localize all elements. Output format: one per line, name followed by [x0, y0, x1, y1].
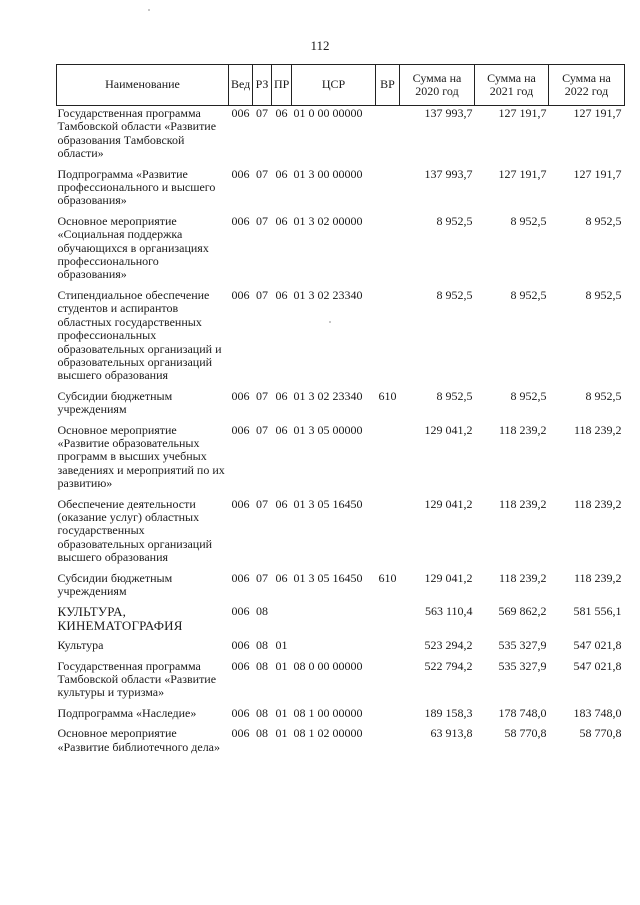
row-sum-2022: 127 191,7	[573, 166, 622, 181]
row-pr: 06	[275, 496, 288, 511]
row-sum-2020: 522 794,2	[424, 658, 473, 673]
row-sum-2021: 118 239,2	[498, 570, 547, 585]
row-ved: 006	[231, 658, 250, 673]
row-name: Основное мероприятие «Социальная поддержка обучающихся в организациях профессионального образования»	[57, 213, 209, 282]
row-name: Государственная программа Тамбовской области «Развитие образования Тамбовской области»	[57, 106, 217, 161]
row-sum-2022: 118 239,2	[573, 496, 622, 511]
row-pr: 01	[275, 658, 288, 673]
table-row	[57, 604, 625, 638]
row-csr: 08 0 00 00000	[293, 658, 363, 673]
header-sum-2020: Сумма на 2020 год	[400, 65, 475, 106]
row-sum-2021: 178 748,0	[498, 705, 547, 720]
row-csr: 08 1 00 00000	[293, 705, 363, 720]
table-row	[57, 659, 625, 706]
row-ved: 006	[231, 213, 250, 228]
row-pr	[272, 604, 292, 638]
row-name: Основное мероприятие «Развитие образовательных программ в высших учебных заведениях и мероприятий по их развитию»	[57, 422, 225, 491]
row-vr	[376, 706, 400, 726]
row-name: Стипендиальное обеспечение студентов и аспирантов областных государственных профессиональных образовательных организаций и образовательных организаций высшего образования	[57, 287, 222, 383]
row-rz: 08	[256, 638, 268, 653]
row-csr: 01 3 02 23340	[293, 388, 363, 403]
row-sum-2022: 118 239,2	[573, 570, 622, 585]
header-ved: Вед	[229, 65, 253, 106]
row-sum-2022: 8 952,5	[585, 388, 622, 403]
row-name: Субсидии бюджетным учреждениям	[57, 570, 173, 598]
row-sum-2021: 8 952,5	[510, 287, 547, 302]
row-ved: 006	[231, 422, 250, 437]
row-sum-2020: 8 952,5	[436, 287, 473, 302]
row-rz: 07	[256, 422, 268, 437]
table-header-row	[57, 65, 625, 106]
row-csr: 08 1 02 00000	[293, 726, 363, 741]
row-sum-2020: 8 952,5	[436, 388, 473, 403]
header-rz: РЗ	[253, 65, 272, 106]
row-pr: 06	[275, 287, 288, 302]
row-vr	[376, 167, 400, 214]
table-row	[57, 497, 625, 571]
page-number: 112	[310, 38, 330, 53]
row-vr: 610	[378, 570, 397, 585]
row-sum-2020: 129 041,2	[424, 570, 473, 585]
row-name: Субсидии бюджетным учреждениям	[57, 388, 173, 417]
row-csr: 01 3 05 16450	[293, 496, 363, 511]
row-name: Государственная программа Тамбовской области «Развитие культуры и туризма»	[57, 658, 217, 700]
row-rz: 08	[256, 705, 268, 720]
row-sum-2020: 189 158,3	[424, 705, 473, 720]
header-sum-2021: Сумма на 2021 год	[475, 65, 549, 106]
row-sum-2020: 63 913,8	[430, 726, 473, 741]
row-name: Культура	[57, 638, 104, 653]
row-sum-2022: 547 021,8	[573, 658, 622, 673]
row-ved: 006	[231, 726, 250, 741]
row-ved: 006	[231, 287, 250, 302]
row-vr	[376, 604, 400, 638]
row-sum-2022: 547 021,8	[573, 638, 622, 653]
row-sum-2022: 127 191,7	[573, 106, 622, 120]
row-name: Основное мероприятие «Развитие библиотечного дела»	[57, 726, 221, 754]
table-row	[57, 571, 625, 605]
row-pr: 01	[275, 705, 288, 720]
row-sum-2021: 569 862,2	[498, 604, 547, 619]
row-sum-2021: 58 770,8	[504, 726, 547, 741]
row-sum-2020: 8 952,5	[436, 213, 473, 228]
table-row	[57, 423, 625, 497]
row-rz: 07	[256, 388, 268, 403]
row-sum-2021: 535 327,9	[498, 638, 547, 653]
row-sum-2022: 58 770,8	[579, 726, 622, 741]
row-ved: 006	[231, 638, 250, 653]
row-ved: 006	[231, 570, 250, 585]
scan-speck	[329, 321, 331, 323]
row-ved: 006	[231, 705, 250, 720]
row-name: КУЛЬТУРА, КИНЕМАТОГРАФИЯ	[57, 604, 183, 633]
table-row	[57, 167, 625, 214]
row-csr: 01 3 00 00000	[293, 166, 363, 181]
row-name: Обеспечение деятельности (оказание услуг) областных государственных образовательных организаций высшего образования	[57, 496, 213, 565]
row-vr	[376, 106, 400, 167]
row-sum-2021: 118 239,2	[498, 496, 547, 511]
row-pr: 06	[275, 422, 288, 437]
row-sum-2022: 8 952,5	[585, 287, 622, 302]
row-ved: 006	[231, 604, 250, 619]
row-sum-2020: 137 993,7	[424, 106, 473, 120]
table-row	[57, 389, 625, 423]
row-name: Подпрограмма «Наследие»	[57, 705, 197, 720]
row-csr: 01 0 00 00000	[293, 106, 363, 120]
row-rz: 07	[256, 496, 268, 511]
row-sum-2020: 523 294,2	[424, 638, 473, 653]
row-csr	[292, 638, 376, 658]
row-sum-2022: 8 952,5	[585, 213, 622, 228]
row-rz: 08	[256, 726, 268, 741]
row-csr: 01 3 02 00000	[293, 213, 363, 228]
row-rz: 07	[256, 287, 268, 302]
row-sum-2022: 183 748,0	[573, 705, 622, 720]
row-vr	[376, 423, 400, 497]
row-rz: 08	[256, 604, 268, 619]
row-ved: 006	[231, 166, 250, 181]
row-ved: 006	[231, 106, 250, 120]
row-vr: 610	[378, 388, 397, 403]
row-vr	[376, 214, 400, 288]
row-csr: 01 3 02 23340	[293, 287, 363, 302]
row-vr	[376, 726, 400, 760]
row-rz: 07	[256, 213, 268, 228]
row-pr: 06	[275, 166, 288, 181]
row-ved: 006	[231, 388, 250, 403]
row-pr: 01	[275, 726, 288, 741]
row-sum-2021: 127 191,7	[498, 166, 547, 181]
row-sum-2021: 8 952,5	[510, 388, 547, 403]
row-vr	[376, 659, 400, 706]
row-pr: 06	[275, 106, 288, 120]
row-rz: 07	[256, 570, 268, 585]
row-vr	[376, 288, 400, 389]
row-sum-2021: 8 952,5	[510, 213, 547, 228]
header-name: Наименование	[57, 65, 229, 106]
row-sum-2021: 118 239,2	[498, 422, 547, 437]
row-csr	[292, 604, 376, 638]
row-pr: 01	[275, 638, 288, 653]
row-rz: 08	[256, 658, 268, 673]
scan-speck	[148, 9, 150, 11]
row-vr	[376, 497, 400, 571]
budget-table	[56, 64, 625, 760]
row-sum-2022: 581 556,1	[573, 604, 622, 619]
row-name: Подпрограмма «Развитие профессионального и высшего образования»	[57, 166, 216, 208]
row-rz: 07	[256, 166, 268, 181]
row-rz: 07	[256, 106, 268, 120]
table-row	[57, 638, 625, 658]
header-pr: ПР	[272, 65, 292, 106]
header-csr: ЦСР	[292, 65, 376, 106]
row-sum-2022: 118 239,2	[573, 422, 622, 437]
row-sum-2020: 563 110,4	[424, 604, 473, 619]
row-pr: 06	[275, 570, 288, 585]
header-vr: ВР	[376, 65, 400, 106]
row-sum-2020: 137 993,7	[424, 166, 473, 181]
table-row	[57, 288, 625, 389]
table-row	[57, 214, 625, 288]
table-row	[57, 726, 625, 760]
row-vr	[376, 638, 400, 658]
row-pr: 06	[275, 213, 288, 228]
header-sum-2022: Сумма на 2022 год	[549, 65, 625, 106]
row-csr: 01 3 05 16450	[293, 570, 363, 585]
row-sum-2021: 127 191,7	[498, 106, 547, 120]
table-row	[57, 106, 625, 167]
row-sum-2021: 535 327,9	[498, 658, 547, 673]
row-pr: 06	[275, 388, 288, 403]
row-sum-2020: 129 041,2	[424, 422, 473, 437]
row-ved: 006	[231, 496, 250, 511]
table-row	[57, 706, 625, 726]
row-csr: 01 3 05 00000	[293, 422, 363, 437]
row-sum-2020: 129 041,2	[424, 496, 473, 511]
